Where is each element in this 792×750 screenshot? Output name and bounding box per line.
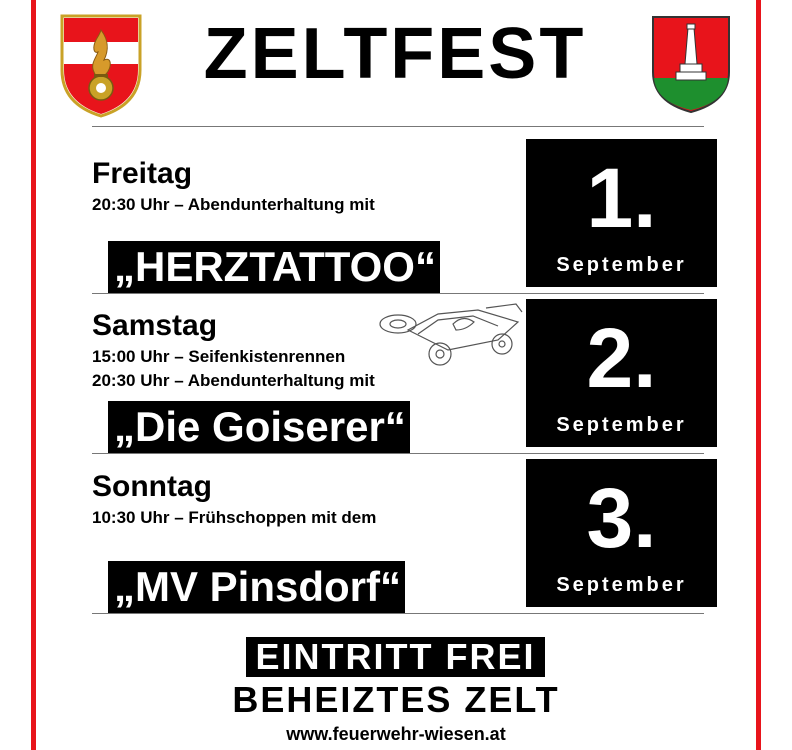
- date-box-3: [526, 459, 717, 607]
- date-month: September: [556, 574, 687, 596]
- date-box-2: [526, 299, 717, 447]
- day-name-sunday: Sonntag: [92, 470, 212, 503]
- town-coat-of-arms-icon: [650, 14, 732, 114]
- divider: [92, 126, 704, 127]
- schedule-line: 20:30 Uhr – Abendunterhaltung mit: [92, 195, 375, 214]
- heated-tent-text: BEHEIZTES ZELT: [232, 679, 560, 720]
- schedule-line: 10:30 Uhr – Frühschoppen mit dem: [92, 508, 377, 527]
- date-month: September: [556, 254, 687, 276]
- date-box-1: [526, 139, 717, 287]
- act-banner-die-goiserer: „Die Goiserer“: [108, 401, 410, 453]
- date-number: 1.: [586, 151, 657, 245]
- soapbox-car-sketch: [378, 300, 528, 368]
- page-title: ZELTFEST: [203, 14, 587, 94]
- divider: [92, 293, 704, 294]
- act-banner-herztattoo: „HERZTATTOO“: [108, 241, 440, 293]
- free-entry-banner: EINTRITT FREI: [246, 637, 545, 677]
- day-name-friday: Freitag: [92, 157, 193, 190]
- date-number: 2.: [586, 311, 657, 405]
- date-number: 3.: [586, 471, 657, 565]
- schedule-line: 20:30 Uhr – Abendunterhaltung mit: [92, 371, 375, 390]
- act-banner-mv-pinsdorf: „MV Pinsdorf“: [108, 561, 405, 613]
- divider: [92, 453, 704, 454]
- right-red-border: [756, 0, 761, 750]
- fire-brigade-emblem-icon: [58, 12, 144, 118]
- schedule-line: 15:00 Uhr – Seifenkistenrennen: [92, 347, 346, 366]
- day-name-saturday: Samstag: [92, 309, 218, 342]
- date-month: September: [556, 414, 687, 436]
- website-link[interactable]: www.feuerwehr-wiesen.at: [286, 724, 506, 744]
- divider: [92, 613, 704, 614]
- left-red-border: [31, 0, 36, 750]
